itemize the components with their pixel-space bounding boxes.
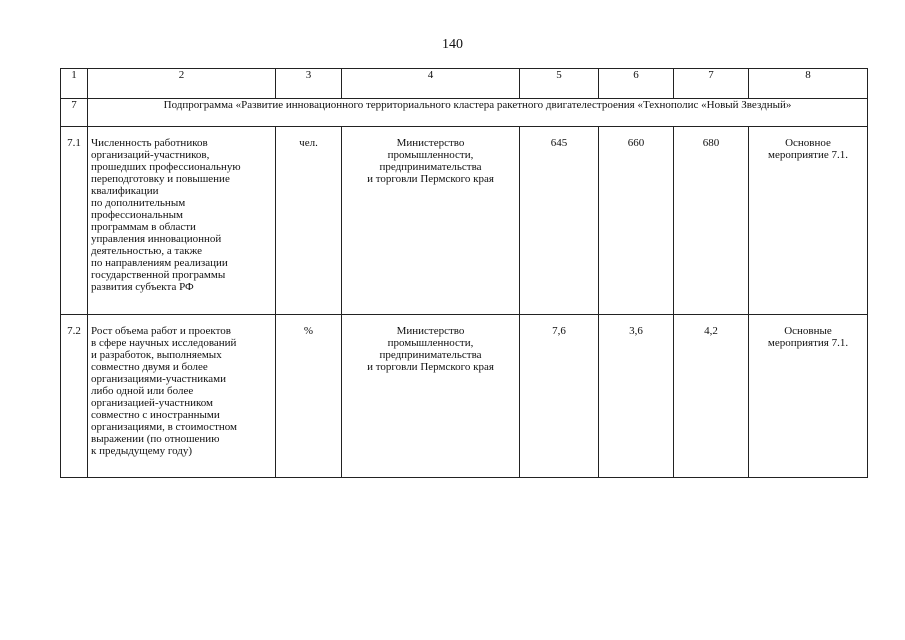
- page-number: 140: [442, 37, 463, 52]
- indicator-name: [88, 127, 276, 315]
- subprogram-row: [61, 99, 868, 127]
- unit-cell: %: [276, 315, 342, 478]
- ministry-text: Министерство промышленности, предпринимательства и торговли Пермского края: [367, 325, 494, 373]
- indicators-table: [60, 68, 868, 478]
- header-cell-7: 7: [674, 69, 749, 99]
- value-col7: 680: [674, 127, 749, 315]
- header-cell-6: 6: [599, 69, 674, 99]
- indicator-text: Численность работников организаций-участников, прошедших профессиональную переподготовку и повышение квалификации по дополнительным профессиональным программам в области управления инновационной деятельностью, а также по направлениям реализации государственной программы развития субъекта РФ: [91, 137, 241, 293]
- header-cell-2: 2: [88, 69, 276, 99]
- ministry-text: Министерство промышленности, предпринимательства и торговли Пермского края: [367, 137, 494, 185]
- indicator-text: Рост объема работ и проектов в сфере научных исследований и разработок, выполняемых совместно двумя и более организациями-участниками либо одной или более организацией-участником совместно с иностранными организациями, в стоимостном выражении (по отношению к предыдущему году): [91, 325, 238, 457]
- header-cell-4: 4: [342, 69, 520, 99]
- header-cell-5: 5: [520, 69, 599, 99]
- value-col6: 3,6: [599, 315, 674, 478]
- row-number: 7.1: [61, 127, 88, 315]
- value-col5: 7,6: [520, 315, 599, 478]
- subprogram-number: 7: [61, 99, 88, 127]
- measure-text: Основные мероприятия 7.1.: [767, 325, 849, 349]
- measure-cell: [749, 127, 868, 315]
- measure-cell: [749, 315, 868, 478]
- table-row: [61, 315, 868, 478]
- unit-cell: чел.: [276, 127, 342, 315]
- value-col7: 4,2: [674, 315, 749, 478]
- indicator-name: [88, 315, 276, 478]
- header-cell-8: 8: [749, 69, 868, 99]
- table-header-row: [61, 69, 868, 99]
- measure-text: Основное мероприятие 7.1.: [767, 137, 848, 161]
- table-row: [61, 127, 868, 315]
- row-number: 7.2: [61, 315, 88, 478]
- ministry-cell: [342, 127, 520, 315]
- header-cell-1: 1: [61, 69, 88, 99]
- ministry-cell: [342, 315, 520, 478]
- value-col5: 645: [520, 127, 599, 315]
- subprogram-title: Подпрограмма «Развитие инновационного территориального кластера ракетного двигателестроения «Технополис «Новый Звездный»: [88, 99, 868, 127]
- value-col6: 660: [599, 127, 674, 315]
- header-cell-3: 3: [276, 69, 342, 99]
